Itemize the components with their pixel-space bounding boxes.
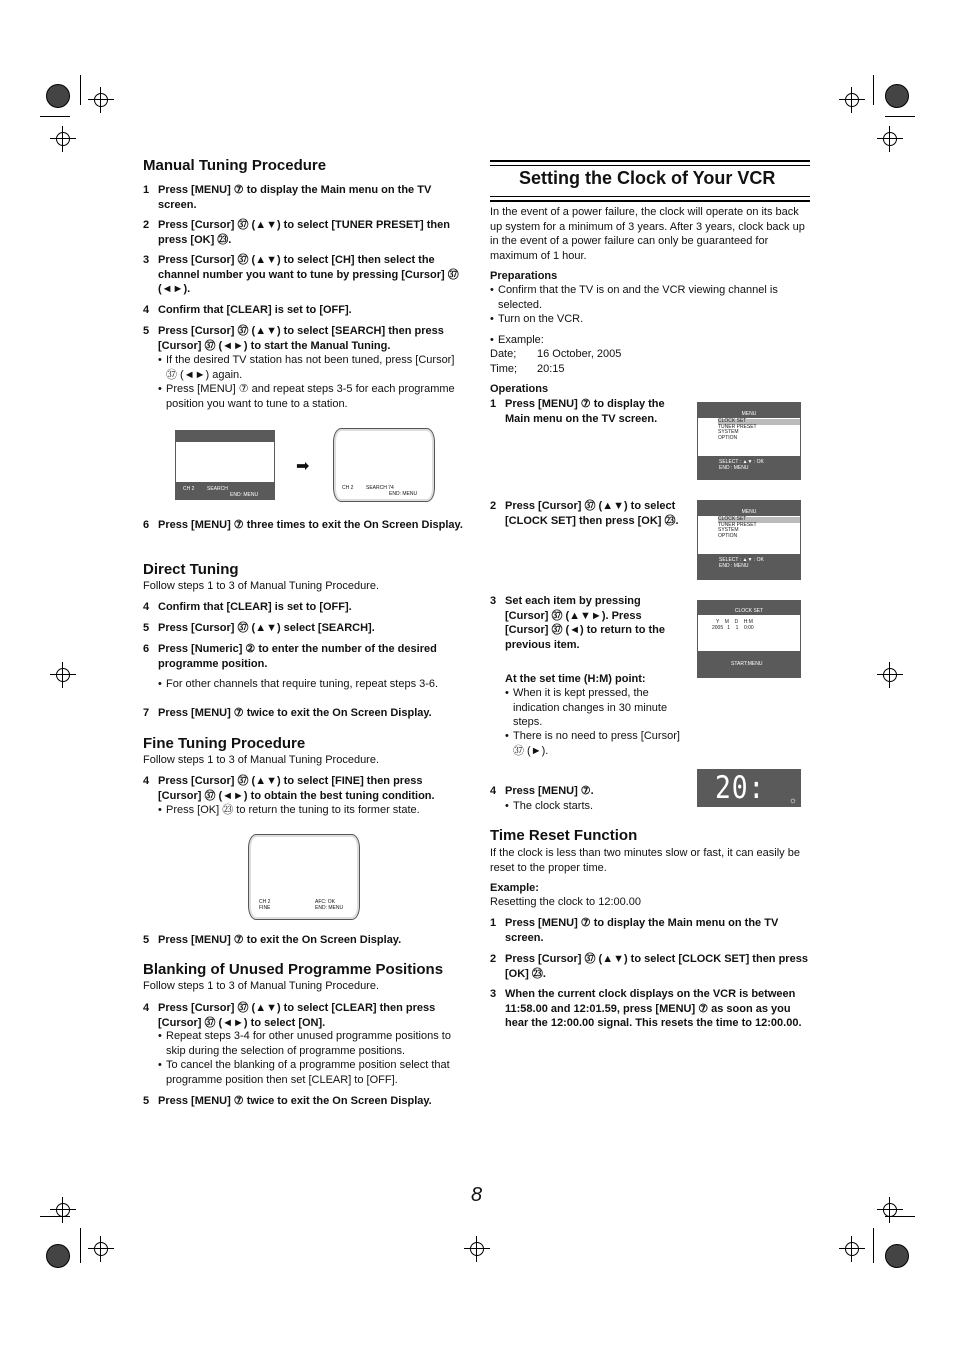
blanking-heading: Blanking of Unused Programme Positions <box>143 961 444 978</box>
date-value: 16 October, 2005 <box>537 348 622 360</box>
fine-tuning-heading: Fine Tuning Procedure <box>143 735 306 752</box>
registration-mark <box>50 126 76 152</box>
fine-tuning-intro: Follow steps 1 to 3 of Manual Tuning Procedure. <box>143 754 380 766</box>
time-reset-example-heading: Example: <box>490 882 539 894</box>
direct-tuning-heading: Direct Tuning <box>143 561 239 578</box>
set-time-heading: At the set time (H:M) point: <box>505 673 646 685</box>
registration-mark <box>50 662 76 688</box>
operations-heading: Operations <box>490 383 549 395</box>
page-number: 8 <box>471 1184 483 1206</box>
vcr-clock-display <box>697 769 801 842</box>
registration-mark <box>839 1236 865 1262</box>
time-value: 20:15 <box>537 363 565 375</box>
tv-screen-search: CH 2 SEARCH END: MENU <box>175 430 275 500</box>
blanking-intro: Follow steps 1 to 3 of Manual Tuning Procedure. <box>143 980 380 992</box>
date-label: Date; <box>490 348 517 360</box>
corner-disc-bottom-right <box>885 1244 909 1268</box>
time-reset-heading: Time Reset Function <box>490 827 638 844</box>
manual-tuning-heading: Manual Tuning Procedure <box>143 157 327 174</box>
clock-sun-icon: ☼ <box>788 795 797 805</box>
direct-tuning-intro: Follow steps 1 to 3 of Manual Tuning Procedure. <box>143 580 380 592</box>
clock-intro: In the event of a power failure, the clock will operate on its back up system for a minimum of 3 years. After 3 years, clock back up in the event of a power failure can only be guaranteed for maximum of 1 hour. <box>490 206 805 262</box>
tv-screen-fine: CH 2 FINE AFC: OK END: MENU <box>248 834 360 920</box>
corner-disc-bottom-left <box>46 1244 70 1268</box>
time-reset-example: Resetting the clock to 12:00.00 <box>490 896 642 908</box>
arrow-right-icon: ➡ <box>296 458 310 475</box>
registration-mark <box>877 662 903 688</box>
osd-clock-set: CLOCK SET Y M D H:M 2005 1 1 0:00 START:MENU <box>697 600 801 678</box>
time-reset-intro: If the clock is less than two minutes slow or fast, it can easily be reset to the proper time. <box>490 847 800 874</box>
registration-mark <box>464 1236 490 1262</box>
tv-screen-search-result: CH 2 SEARCH 74 END: MENU <box>333 428 435 502</box>
osd-main-menu-1: MENU CLOCK SET TUNER PRESET SYSTEM OPTION SELECT : ▲▼ : OK END : MENU <box>697 402 801 480</box>
registration-mark <box>877 1197 903 1223</box>
vcr-clock-digits: 20: 15 <box>715 770 766 842</box>
registration-mark <box>839 87 865 113</box>
time-label: Time; <box>490 363 518 375</box>
preparations-heading: Preparations <box>490 270 558 282</box>
registration-mark <box>88 1236 114 1262</box>
clock-title: Setting the Clock of Your VCR <box>519 168 776 188</box>
registration-mark <box>50 1197 76 1223</box>
registration-mark <box>88 87 114 113</box>
osd-main-menu-2: MENU CLOCK SET TUNER PRESET SYSTEM OPTION SELECT : ▲▼ : OK END : MENU <box>697 500 801 580</box>
corner-disc-top-right <box>885 84 909 108</box>
registration-mark <box>877 126 903 152</box>
corner-disc-top-left <box>46 84 70 108</box>
